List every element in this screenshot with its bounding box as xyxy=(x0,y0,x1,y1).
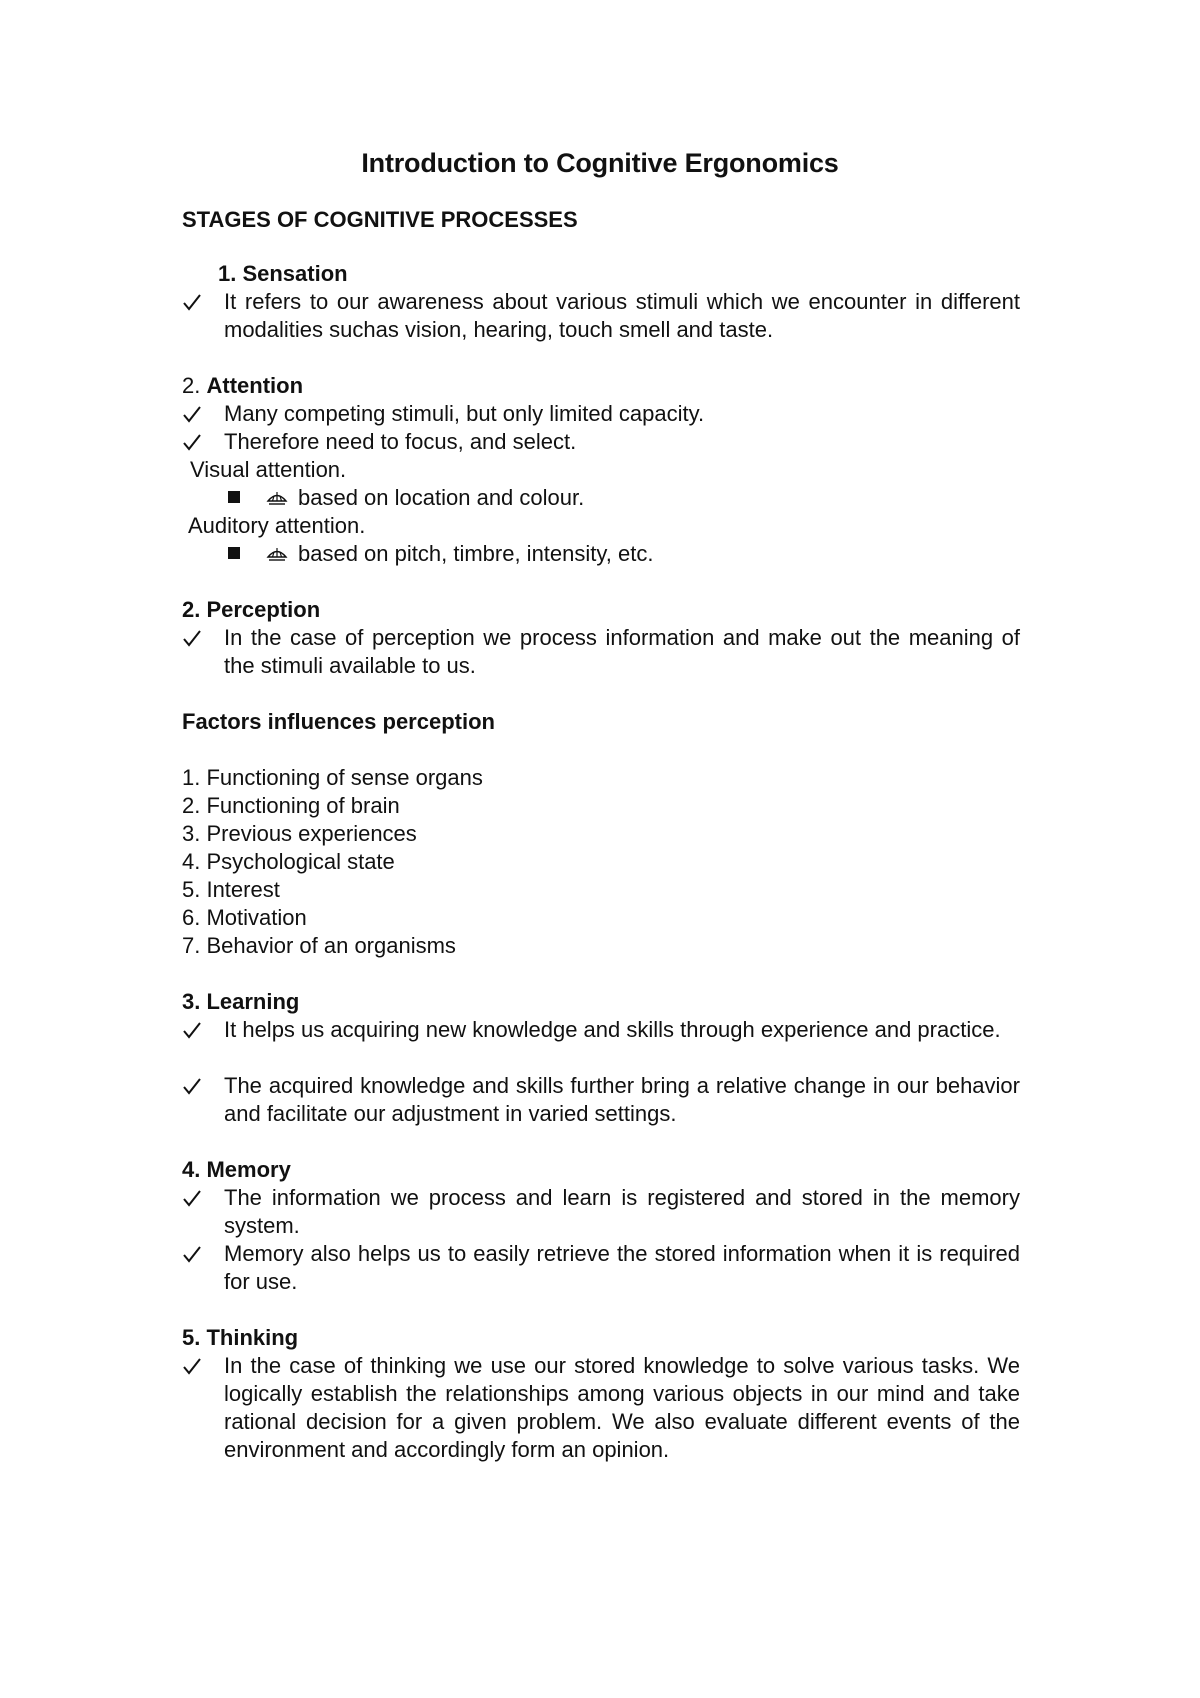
bullet-text: In the case of perception we process information and make out the meaning of the stimuli available to us. xyxy=(224,625,1020,678)
memory-heading: 4. Memory xyxy=(182,1157,291,1182)
attention-number: 2. xyxy=(182,373,201,398)
checkmark-icon xyxy=(182,400,202,428)
learning-heading: 3. Learning xyxy=(182,989,300,1014)
document-title: Introduction to Cognitive Ergonomics xyxy=(361,148,839,178)
section-heading: STAGES OF COGNITIVE PROCESSES xyxy=(182,207,578,232)
bullet-text: The acquired knowledge and skills further bring a relative change in our behavior and facilitate our adjustment in varied settings. xyxy=(224,1073,1020,1126)
umbrella-icon xyxy=(266,488,288,508)
square-bullet-icon xyxy=(228,547,240,559)
bullet-text: Memory also helps us to easily retrieve the stored information when it is required for use. xyxy=(224,1241,1020,1294)
bullet-text: It refers to our awareness about various stimuli which we encounter in different modalities suchas vision, hearing, touch smell and taste. xyxy=(224,289,1020,342)
bullet-text: It helps us acquiring new knowledge and skills through experience and practice. xyxy=(224,1017,1001,1042)
checkmark-icon xyxy=(182,1352,202,1380)
factor-item: 4. Psychological state xyxy=(182,849,395,874)
factor-item: 5. Interest xyxy=(182,877,280,902)
perception-heading: 2. Perception xyxy=(182,597,321,622)
bullet-text: Many competing stimuli, but only limited capacity. xyxy=(224,401,705,426)
bullet-text: Therefore need to focus, and select. xyxy=(224,429,577,454)
attention-heading xyxy=(182,372,303,400)
factor-item: 1. Functioning of sense organs xyxy=(182,765,483,790)
square-bullet-icon xyxy=(228,491,240,503)
checkmark-icon xyxy=(182,1016,202,1044)
checkmark-icon xyxy=(182,624,202,652)
visual-attention-text: based on location and colour. xyxy=(298,485,585,510)
attention-label: Attention xyxy=(206,373,304,398)
factor-item: 6. Motivation xyxy=(182,905,307,930)
factor-item: 7. Behavior of an organisms xyxy=(182,933,456,958)
checkmark-icon xyxy=(182,1072,202,1100)
checkmark-icon xyxy=(182,288,202,316)
umbrella-icon xyxy=(266,544,288,564)
bullet-text: In the case of thinking we use our stored knowledge to solve various tasks. We logically establish the relationships among various objects in our mind and take rational decision for a given problem. We also evaluate different events of the environment and accordingly form an opinion. xyxy=(224,1353,1020,1462)
auditory-attention-text: based on pitch, timbre, intensity, etc. xyxy=(298,541,654,566)
checkmark-icon xyxy=(182,1240,202,1268)
thinking-heading: 5. Thinking xyxy=(182,1325,299,1350)
sensation-heading: 1. Sensation xyxy=(218,261,348,286)
auditory-attention-label: Auditory attention. xyxy=(188,513,366,538)
visual-attention-label: Visual attention. xyxy=(190,457,347,482)
factor-item: 2. Functioning of brain xyxy=(182,793,400,818)
factor-item: 3. Previous experiences xyxy=(182,821,417,846)
bullet-text: The information we process and learn is registered and stored in the memory system. xyxy=(224,1185,1020,1238)
checkmark-icon xyxy=(182,428,202,456)
checkmark-icon xyxy=(182,1184,202,1212)
factors-heading: Factors influences perception xyxy=(182,709,495,734)
